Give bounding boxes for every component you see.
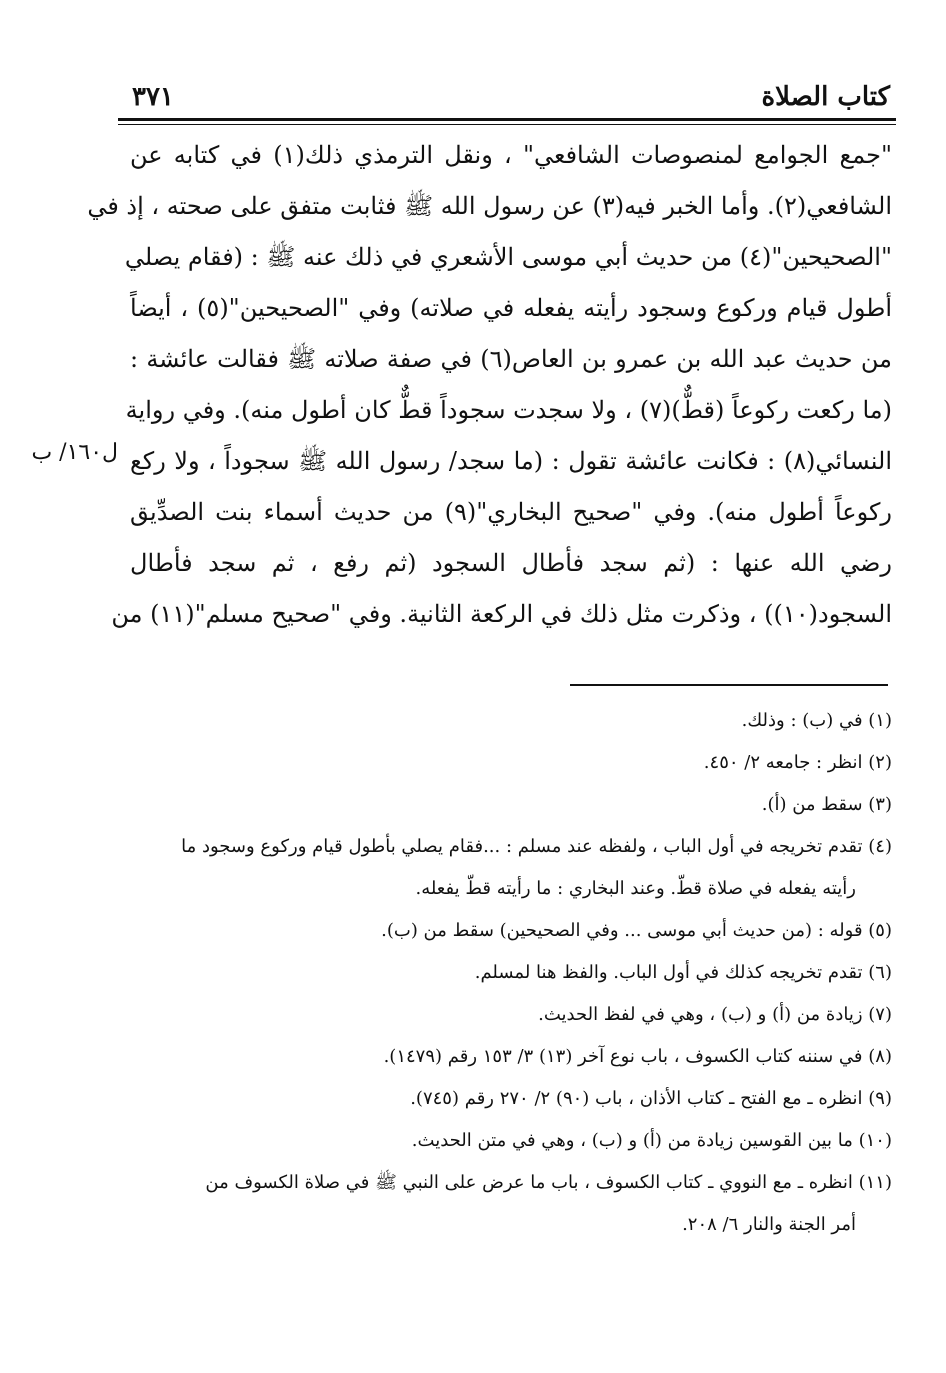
footnote: (٧) زيادة من (أ) و (ب) ، وهي في لفظ الحديث.	[538, 1004, 892, 1025]
footnotes	[110, 700, 892, 1246]
page-number: ٣٧١	[132, 82, 174, 112]
footnote: (١٠) ما بين القوسين زيادة من (أ) و (ب) ، وهي في متن الحديث.	[411, 1130, 892, 1151]
main-text	[87, 130, 893, 640]
footnote: (٥) قوله : (من حديث أبي موسى ... وفي الصحيحين) سقط من (ب).	[381, 920, 892, 941]
manuscript-folio-note: ل١٦٠/ ب	[31, 440, 118, 465]
text-line: (ما ركعت ركوعاً (قطٌّ)(٧) ، ولا سجدت سجوداً قطٌّ كان أطول منه). وفي رواية	[125, 396, 892, 424]
text-line: "الصحيحين"(٤) من حديث أبي موسى الأشعري في ذلك عنه ﷺ : (فقام يصلي	[124, 243, 892, 271]
text-line: رضي الله عنها : (ثم سجد فأطال السجود (ثم رفع ، ثم سجد فأطال	[130, 549, 892, 577]
footnote: (٤) تقدم تخريجه في أول الباب ، ولفظه عند مسلم : ...فقام يصلي بأطول قيام وركوع وسجود ما	[181, 836, 892, 857]
text-line: أطول قيام وركوع وسجود رأيته يفعله في صلاته) وفي "الصحيحين"(٥) ، أيضاً	[130, 294, 893, 322]
chapter-title: كتاب الصلاة	[761, 82, 890, 112]
footnote: (١١) انظره ـ مع النووي ـ كتاب الكسوف ، باب ما عرض على النبي ﷺ في صلاة الكسوف من	[205, 1172, 892, 1193]
text-line: السجود(١٠)) ، وذكرت مثل ذلك في الركعة الثانية. وفي "صحيح مسلم"(١١) من	[111, 600, 892, 628]
running-header	[118, 78, 894, 118]
footnote: (١) في (ب) : وذلك.	[741, 710, 892, 731]
text-line: النسائي(٨) : فكانت عائشة تقول : (ما سجد/ رسول الله ﷺ سجوداً ، ولا ركع	[130, 447, 892, 475]
text-line: ركوعاً أطول منه). وفي "صحيح البخاري"(٩) من حديث أسماء بنت الصدِّيق	[130, 498, 892, 526]
text-line: "جمع الجوامع لمنصوصات الشافعي" ، ونقل الترمذي ذلك(١) في كتابه عن	[130, 141, 892, 169]
footnote: (٩) انظره ـ مع الفتح ـ كتاب الأذان ، باب (٩٠) ٢/ ٢٧٠ رقم (٧٤٥).	[410, 1088, 892, 1109]
header-rule-thin	[118, 124, 896, 125]
footnote: (٨) في سننه كتاب الكسوف ، باب نوع آخر (١٣) ٣/ ١٥٣ رقم (١٤٧٩).	[383, 1046, 892, 1067]
footnote: (٢) انظر : جامعه ٢/ ٤٥٠.	[703, 752, 892, 773]
footnote: (٣) سقط من (أ).	[761, 794, 892, 815]
text-line: الشافعي(٢). وأما الخبر فيه(٣) عن رسول الله ﷺ فثابت متفق على صحته ، إذ في	[87, 192, 892, 220]
footnote-continuation: أمر الجنة والنار ٦/ ٢٠٨.	[682, 1214, 856, 1235]
footnote: (٦) تقدم تخريجه كذلك في أول الباب. والفظ هنا لمسلم.	[474, 962, 892, 983]
text-line: من حديث عبد الله بن عمرو بن العاص(٦) في صفة صلاته ﷺ فقالت عائشة :	[130, 345, 892, 373]
footnote-continuation: رأيته يفعله في صلاة قطّ. وعند البخاري : ما رأيته قطّ يفعله.	[415, 878, 856, 899]
footnote-separator	[570, 684, 888, 686]
header-rule-thick	[118, 118, 896, 121]
